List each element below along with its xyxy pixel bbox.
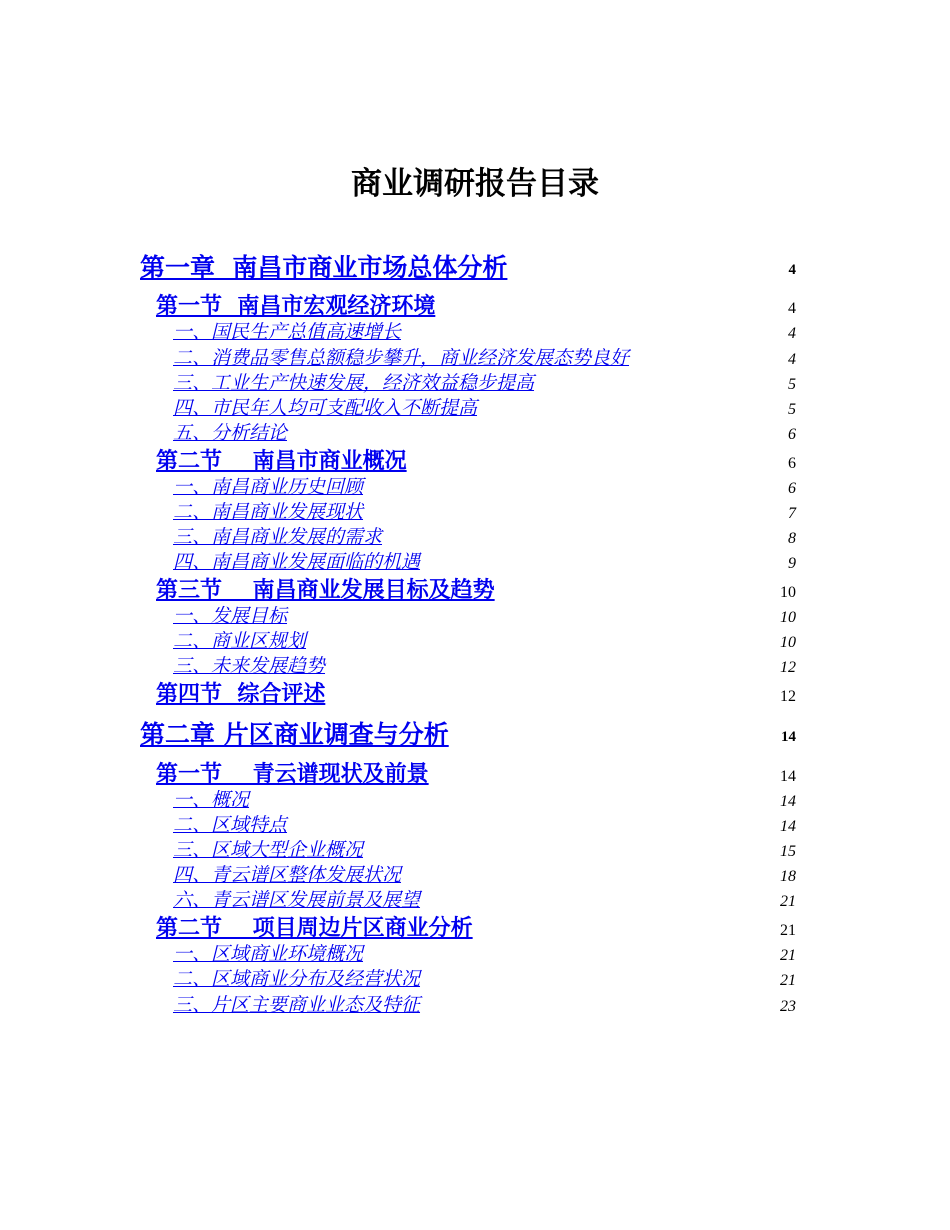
toc-item-link[interactable]: 二、区域商业分布及经营状况 [173,968,421,990]
toc-item-link[interactable]: 六、青云谱区发展前景及展望 [173,889,421,911]
toc-page-number: 6 [788,455,796,472]
toc-item-link[interactable]: 四、南昌商业发展面临的机遇 [173,551,421,573]
toc-item-link[interactable]: 三、片区主要商业业态及特征 [173,994,421,1016]
toc-item-link[interactable]: 三、未来发展趋势 [173,655,326,677]
toc-page-number: 10 [780,609,796,626]
toc-page-number: 12 [780,688,796,705]
toc-item-link[interactable]: 二、消费品零售总额稳步攀升，商业经济发展态势良好 [173,347,630,369]
toc-page-number: 4 [788,300,796,317]
toc-item-link[interactable]: 五、分析结论 [173,422,288,444]
toc-item-link[interactable]: 二、区域特点 [173,814,288,836]
toc-page-number: 12 [780,659,796,676]
toc-page-number: 14 [781,729,796,745]
toc-section-link[interactable]: 第四节 综合评述 [156,682,326,707]
toc-page-number: 6 [788,426,796,443]
toc-page-number: 6 [788,480,796,497]
toc-page-number: 14 [780,768,796,785]
toc-item-link[interactable]: 四、市民年人均可支配收入不断提高 [173,397,478,419]
toc-page-number: 4 [788,262,796,278]
toc-item-link[interactable]: 一、区域商业环境概况 [173,943,364,965]
toc-item-link[interactable]: 四、青云谱区整体发展状况 [173,864,402,886]
toc-item-link[interactable]: 一、发展目标 [173,605,288,627]
toc-section-link[interactable]: 第二节 南昌市商业概况 [156,449,407,474]
toc-page-number: 9 [788,555,796,572]
toc-page-number: 18 [780,868,796,885]
toc-chapter-link[interactable]: 第二章 片区商业调查与分析 [140,720,449,749]
toc-item-link[interactable]: 一、国民生产总值高速增长 [173,321,402,343]
page-title: 商业调研报告目录 [351,166,599,202]
toc-item-link[interactable]: 三、南昌商业发展的需求 [173,526,383,548]
toc-section-link[interactable]: 第二节 项目周边片区商业分析 [156,916,473,941]
toc-section-link[interactable]: 第一节 南昌市宏观经济环境 [156,294,436,319]
toc-chapter-link[interactable]: 第一章 南昌市商业市场总体分析 [140,253,508,282]
toc-page-number: 4 [788,325,796,342]
toc-page-number: 15 [780,843,796,860]
toc-item-link[interactable]: 三、区域大型企业概况 [173,839,364,861]
toc-page-number: 8 [788,530,796,547]
toc-item-link[interactable]: 一、南昌商业历史回顾 [173,476,364,498]
toc-item-link[interactable]: 二、南昌商业发展现状 [173,501,364,523]
toc-page-number: 21 [780,947,796,964]
toc-item-link[interactable]: 一、概况 [173,789,250,811]
toc-item-link[interactable]: 二、商业区规划 [173,630,307,652]
toc-page-number: 21 [780,972,796,989]
toc-page-number: 7 [788,505,796,522]
toc-page-number: 14 [780,793,796,810]
toc-section-link[interactable]: 第一节 青云谱现状及前景 [156,762,429,787]
toc-item-link[interactable]: 三、工业生产快速发展，经济效益稳步提高 [173,372,535,394]
toc-page-number: 4 [788,351,796,368]
toc-page-number: 23 [780,998,796,1015]
toc-page-number: 21 [780,893,796,910]
toc-page-number: 10 [780,634,796,651]
toc-page-number: 14 [780,818,796,835]
toc-page-number: 5 [788,376,796,393]
toc-section-link[interactable]: 第三节 南昌商业发展目标及趋势 [156,578,495,603]
toc-page-number: 10 [780,584,796,601]
toc-page-number: 5 [788,401,796,418]
toc-page-number: 21 [780,922,796,939]
